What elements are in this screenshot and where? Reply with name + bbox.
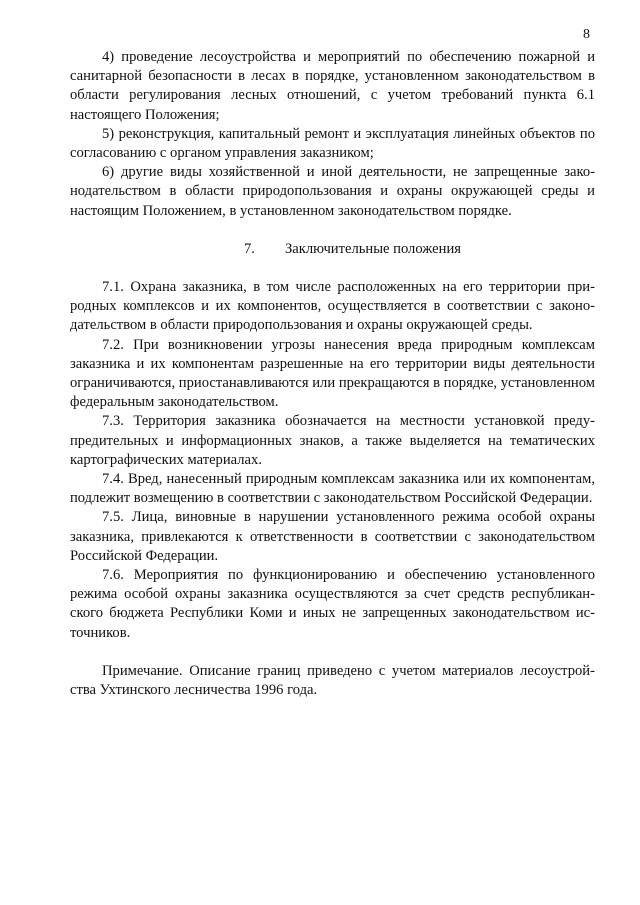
clause-7-5: 7.5. Лица, виновные в нарушении установленного режима особой охраны заказника, привлекаются к ответственности в соответствии с законодательством Российской Федерации. <box>70 509 595 564</box>
clause-7-3: 7.3. Территория заказника обозначается на местности установкой предупредительных и информационных знаков, а также выделяется на тематических картографических материалах. <box>70 413 595 468</box>
spacer <box>70 643 595 662</box>
list-item-4: 4) проведение лесоустройства и мероприятий по обеспечению пожарной и санитарной безопасности в лесах в порядке, установленном законодательством в области регулирования лесных отношений, с учетом требований пункта 6.1 настоящего Положения; <box>70 49 595 123</box>
document-body <box>70 48 595 700</box>
clause-7-6: 7.6. Мероприятия по функционированию и обеспечению установленного режима особой охраны заказника осуществляются за счет средств республиканского бюджета Республики Коми и иных не запрещенных законодательством источников. <box>70 567 595 641</box>
clause-7-1: 7.1. Охрана заказника, в том числе расположенных на его территории природных комплексов и их компонентов, осуществляется в соответствии с законодательством в области природопользования и охраны окружающей среды. <box>70 279 595 334</box>
page-number: 8 <box>583 27 590 42</box>
list-item-6: 6) другие виды хозяйственной и иной деятельности, не запрещенные законодательством в области природопользования и охраны окружающей среды и настоящим Положением, в установленном законодательством порядке. <box>70 164 595 219</box>
section-title: Заключительные положения <box>284 240 461 257</box>
list-item-5: 5) реконструкция, капитальный ремонт и эксплуатация линейных объектов по согласованию с органом управления заказником; <box>70 125 595 162</box>
clause-7-2: 7.2. При возникновении угрозы нанесения вреда природным комплексам заказника и их компонентам разрешенные на его территории виды деятельности ограничиваются, приостанавливаются или прекращаются в порядке, установленном федеральным законодательством. <box>70 336 595 411</box>
section-heading <box>70 240 595 259</box>
note-paragraph: Примечание. Описание границ приведено с учетом материалов лесоустройства Ухтинского лесничества 1996 года. <box>70 662 595 699</box>
clause-7-4: 7.4. Вред, нанесенный природным комплексам заказника или их компонентам, подлежит возмещению в соответствии с законодательством Российской Федерации. <box>70 471 595 507</box>
section-number: 7. <box>244 240 255 257</box>
